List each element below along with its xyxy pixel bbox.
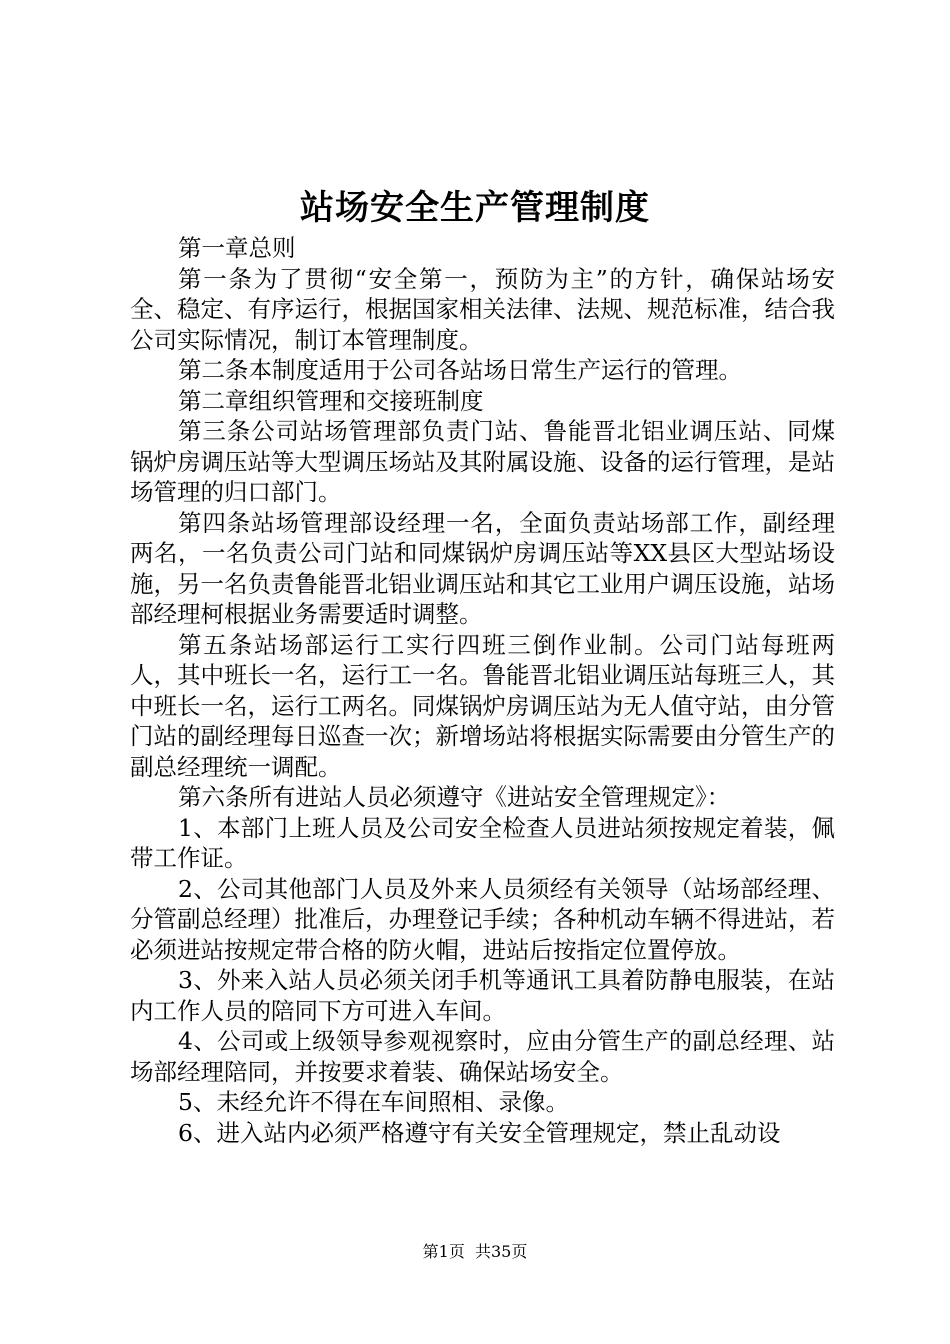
page-footer xyxy=(0,1242,950,1262)
paragraph: 第六条所有进站人员必须遵守《进站安全管理规定》： xyxy=(178,783,731,811)
list-item: 2、公司其他部门人员及外来人员须经有关领导（站场部经理、分管副总经理）批准后，办理登记手续；各种机动车辆不得进站，若必须进站按规定带合格的防火帽，进站后按指定位置停放。 xyxy=(130,874,835,964)
list-item: 4、公司或上级领导参观视察时，应由分管生产的副总经理、站场部经理陪同，并按要求着装、确保站场安全。 xyxy=(130,1027,835,1086)
list-item: 3、外来入站人员必须关闭手机等通讯工具着防静电服装，在站内工作人员的陪同下方可进入车间。 xyxy=(130,966,835,1025)
list-item: 1、本部门上班人员及公司安全检查人员进站须按规定着装，佩带工作证。 xyxy=(130,813,835,872)
paragraph: 第五条站场部运行工实行四班三倒作业制。公司门站每班两人，其中班长一名，运行工一名。鲁能晋北铝业调压站每班三人，其中班长一名，运行工两名。同煤锅炉房调压站为无人值守站，由分管门站的副经理每日巡查一次；新增场站将根据实际需要由分管生产的副总经理统一调配。 xyxy=(130,630,835,781)
paragraph: 第四条站场管理部设经理一名，全面负责站场部工作，副经理两名，一名负责公司门站和同煤锅炉房调压站等XX县区大型站场设施，另一名负责鲁能晋北铝业调压站和其它工业用户调压设施，站场部经理柯根据业务需要适时调整。 xyxy=(130,508,835,628)
chapter-heading: 第二章组织管理和交接班制度 xyxy=(178,386,484,415)
document-body xyxy=(130,233,835,1148)
list-item: 6、进入站内必须严格遵守有关安全管理规定，禁止乱动设 xyxy=(178,1118,781,1147)
document-title: 站场安全生产管理制度 xyxy=(300,188,650,228)
paragraph: 第三条公司站场管理部负责门站、鲁能晋北铝业调压站、同煤锅炉房调压站等大型调压场站及其附属设施、设备的运行管理，是站场管理的归口部门。 xyxy=(130,417,835,506)
list-item: 5、未经允许不得在车间照相、录像。 xyxy=(178,1088,569,1116)
chapter-heading: 第一章总则 xyxy=(178,234,296,262)
paragraph: 第一条为了贯彻“安全第一，预防为主”的方针，确保站场安全、稳定、有序运行，根据国家相关法律、法规、规范标准，结合我公司实际情况，制订本管理制度。 xyxy=(130,264,835,354)
page-number: 第1页 共35页 xyxy=(422,1242,528,1261)
paragraph: 第二条本制度适用于公司各站场日常生产运行的管理。 xyxy=(178,356,742,384)
